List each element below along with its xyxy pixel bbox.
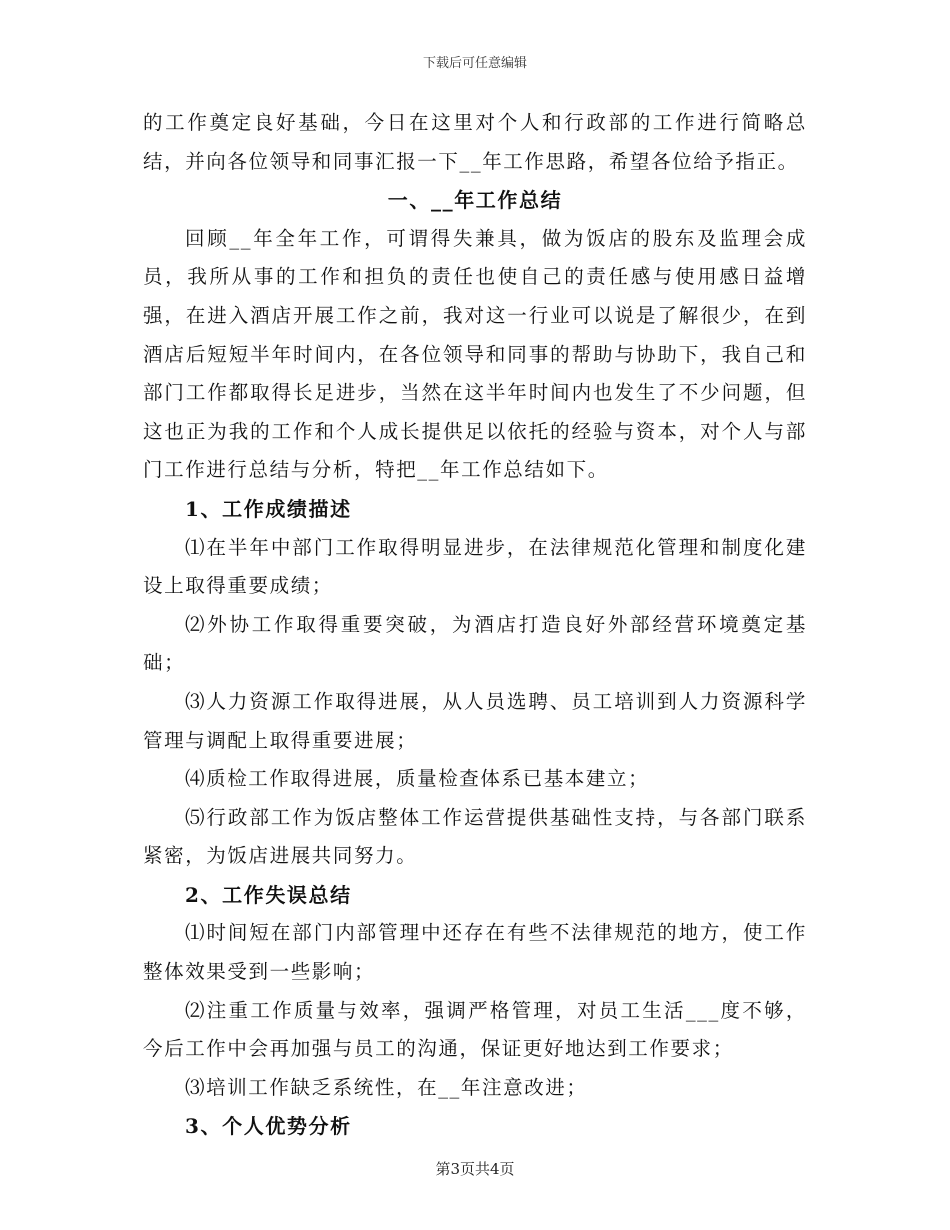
mistake-item-1: ⑴时间短在部门内部管理中还存在有些不法律规范的地方，使工作整体效果受到一些影响； [143, 921, 807, 984]
intro-paragraph: 的工作奠定良好基础，今日在这里对个人和行政部的工作进行简略总结，并向各位领导和同事汇报一下__年工作思路，希望各位给予指正。 [143, 111, 807, 173]
achievement-item-1: ⑴在半年中部门工作取得明显进步，在法律规范化管理和制度化建设上取得重要成绩； [143, 535, 807, 598]
page-header: 下载后可任意编辑 [422, 56, 527, 71]
review-paragraph: 回顾__年全年工作，可谓得失兼具，做为饭店的股东及监理会成员，我所从事的工作和担负的责任也使自己的责任感与使用感日益增强，在进入酒店开展工作之前，我对这一行业可以说是了解很少，在到酒店后短短半年时间内，在各位领导和同事的帮助与协助下，我自己和部门工作都取得长足进步，当然在这半年时间内也发生了不少问题，但这也正为我的工作和个人成长提供足以依托的经验与资本，对个人与部门工作进行总结与分析，特把__年工作总结如下。 [143, 226, 807, 482]
achievement-item-4: ⑷质检工作取得进展，质量检查体系已基本建立； [185, 767, 650, 791]
achievement-item-5: ⑸行政部工作为饭店整体工作运营提供基础性支持，与各部门联系紧密，为饭店进展共同努力。 [143, 805, 807, 868]
document-body [143, 104, 807, 1146]
achievement-item-3: ⑶人力资源工作取得进展，从人员选聘、员工培训到人力资源科学管理与调配上取得重要进展； [143, 689, 807, 752]
subheading-strengths: 3、个人优势分析 [185, 1114, 352, 1139]
achievement-item-2: ⑵外协工作取得重要突破，为酒店打造良好外部经营环境奠定基础； [143, 612, 807, 675]
subheading-mistakes: 2、工作失误总结 [185, 882, 352, 907]
mistake-item-3: ⑶培训工作缺乏系统性，在__年注意改进； [185, 1075, 588, 1099]
page-footer: 第3页共4页 [435, 1160, 515, 1178]
mistake-item-2: ⑵注重工作质量与效率，强调严格管理，对员工生活___度不够，今后工作中会再加强与员工的沟通，保证更好地达到工作要求； [143, 998, 807, 1061]
subheading-achievements: 1、工作成绩描述 [185, 496, 352, 521]
section-heading-summary: 一、__年工作总结 [387, 188, 563, 213]
